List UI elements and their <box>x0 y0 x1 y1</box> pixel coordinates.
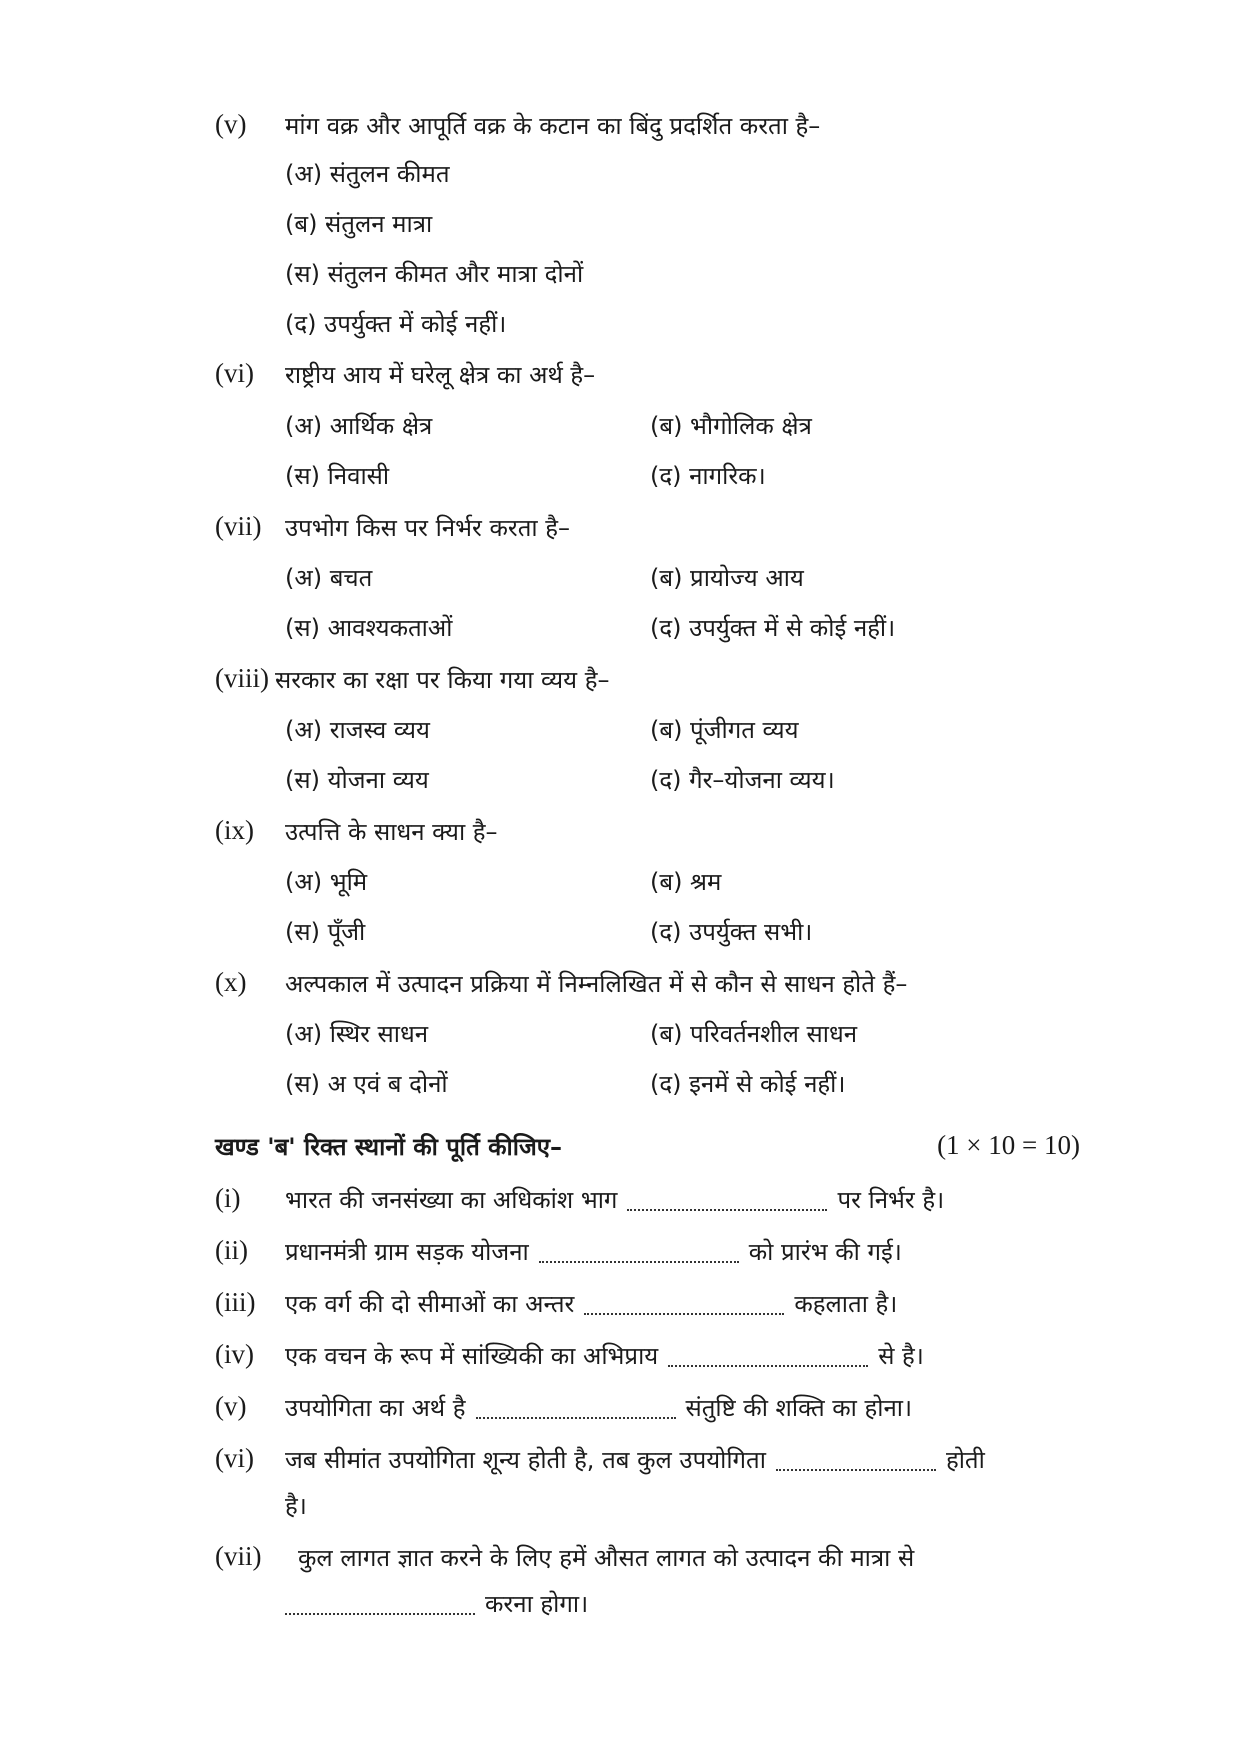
question-number: (v) <box>215 109 247 139</box>
item-number: (v) <box>215 1391 247 1421</box>
item-text-before: उपयोगिता का अर्थ है <box>285 1394 466 1422</box>
option-b: (ब) परिवर्तनशील साधन <box>650 1020 858 1048</box>
option-c: (स) पूँजी <box>285 918 366 946</box>
option-c: (स) संतुलन कीमत और मात्रा दोनों <box>285 260 584 288</box>
option-a: (अ) बचत <box>285 564 373 592</box>
item-number: (i) <box>215 1183 241 1213</box>
item-text-after: को प्रारंभ की गई। <box>748 1238 902 1266</box>
question-number: (vii) <box>215 511 262 541</box>
question-text: उपभोग किस पर निर्भर करता है– <box>285 514 570 542</box>
item-text-before: भारत की जनसंख्या का अधिकांश भाग <box>285 1186 618 1214</box>
option-d: (द) उपर्युक्त में से कोई नहीं। <box>650 614 896 642</box>
blank-line[interactable] <box>539 1243 739 1263</box>
item-number: (vii) <box>215 1541 262 1571</box>
option-b: (ब) पूंजीगत व्यय <box>650 716 799 744</box>
blank-line[interactable] <box>476 1399 676 1419</box>
item-number: (iv) <box>215 1339 254 1369</box>
option-c: (स) योजना व्यय <box>285 766 429 794</box>
item-text-after: पर निर्भर है। <box>837 1186 945 1214</box>
item-text-before: जब सीमांत उपयोगिता शून्य होती है, तब कुल उपयोगिता <box>285 1446 766 1474</box>
question-text: अल्पकाल में उत्पादन प्रक्रिया में निम्नलिखित में से कौन से साधन होते हैं– <box>285 970 908 998</box>
question-number: (viii) <box>215 663 269 693</box>
blank-line[interactable] <box>627 1191 827 1211</box>
question-text: सरकार का रक्षा पर किया गया व्यय है– <box>275 666 610 694</box>
option-a: (अ) स्थिर साधन <box>285 1020 429 1048</box>
option-d: (द) इनमें से कोई नहीं। <box>650 1070 846 1098</box>
option-d: (द) गैर–योजना व्यय। <box>650 766 835 794</box>
option-d: (द) उपर्युक्त में कोई नहीं। <box>285 310 507 338</box>
item-text-after: से है। <box>878 1342 924 1370</box>
option-d: (द) उपर्युक्त सभी। <box>650 918 813 946</box>
blank-line[interactable] <box>668 1347 868 1367</box>
item-text-after: कहलाता है। <box>794 1290 898 1318</box>
marks-label: (1 × 10 = 10) <box>937 1130 1080 1160</box>
item-number: (ii) <box>215 1235 248 1265</box>
option-d: (द) नागरिक। <box>650 462 766 490</box>
question-text: मांग वक्र और आपूर्ति वक्र के कटान का बिंदु प्रदर्शित करता है– <box>285 112 821 140</box>
option-b: (ब) भौगोलिक क्षेत्र <box>650 412 812 440</box>
option-a: (अ) भूमि <box>285 868 368 896</box>
blank-line[interactable] <box>584 1295 784 1315</box>
item-text-before: कुल लागत ज्ञात करने के लिए हमें औसत लागत को उत्पादन की मात्रा से <box>298 1544 915 1572</box>
question-text: राष्ट्रीय आय में घरेलू क्षेत्र का अर्थ है– <box>285 361 596 389</box>
item-number: (iii) <box>215 1287 256 1317</box>
question-number: (vi) <box>215 358 254 388</box>
question-number: (ix) <box>215 815 254 845</box>
item-text-after: संतुष्टि की शक्ति का होना। <box>685 1394 913 1422</box>
blank-line[interactable] <box>285 1595 475 1615</box>
option-c: (स) निवासी <box>285 462 390 490</box>
item-text-before: एक वचन के रूप में सांख्यिकी का अभिप्राय <box>285 1342 659 1370</box>
option-a: (अ) आर्थिक क्षेत्र <box>285 412 433 440</box>
option-b: (ब) श्रम <box>650 868 722 896</box>
option-a: (अ) संतुलन कीमत <box>285 160 450 188</box>
item-text-before: प्रधानमंत्री ग्राम सड़क योजना <box>285 1238 529 1266</box>
option-a: (अ) राजस्व व्यय <box>285 716 430 744</box>
option-c: (स) अ एवं ब दोनों <box>285 1070 448 1098</box>
item-text-after: होती <box>945 1446 985 1474</box>
section-heading: खण्ड 'ब' रिक्त स्थानों की पूर्ति कीजिए– <box>215 1133 563 1161</box>
blank-line[interactable] <box>776 1451 936 1471</box>
item-number: (vi) <box>215 1443 254 1473</box>
option-b: (ब) प्रायोज्य आय <box>650 564 804 592</box>
question-text: उत्पत्ति के साधन क्या है– <box>285 818 498 846</box>
item-text-after: करना होगा। <box>485 1590 589 1618</box>
item-text-continued: है। <box>285 1492 307 1520</box>
item-text-before: एक वर्ग की दो सीमाओं का अन्तर <box>285 1290 575 1318</box>
question-number: (x) <box>215 967 247 997</box>
option-b: (ब) संतुलन मात्रा <box>285 210 433 238</box>
option-c: (स) आवश्यकताओं <box>285 614 453 642</box>
